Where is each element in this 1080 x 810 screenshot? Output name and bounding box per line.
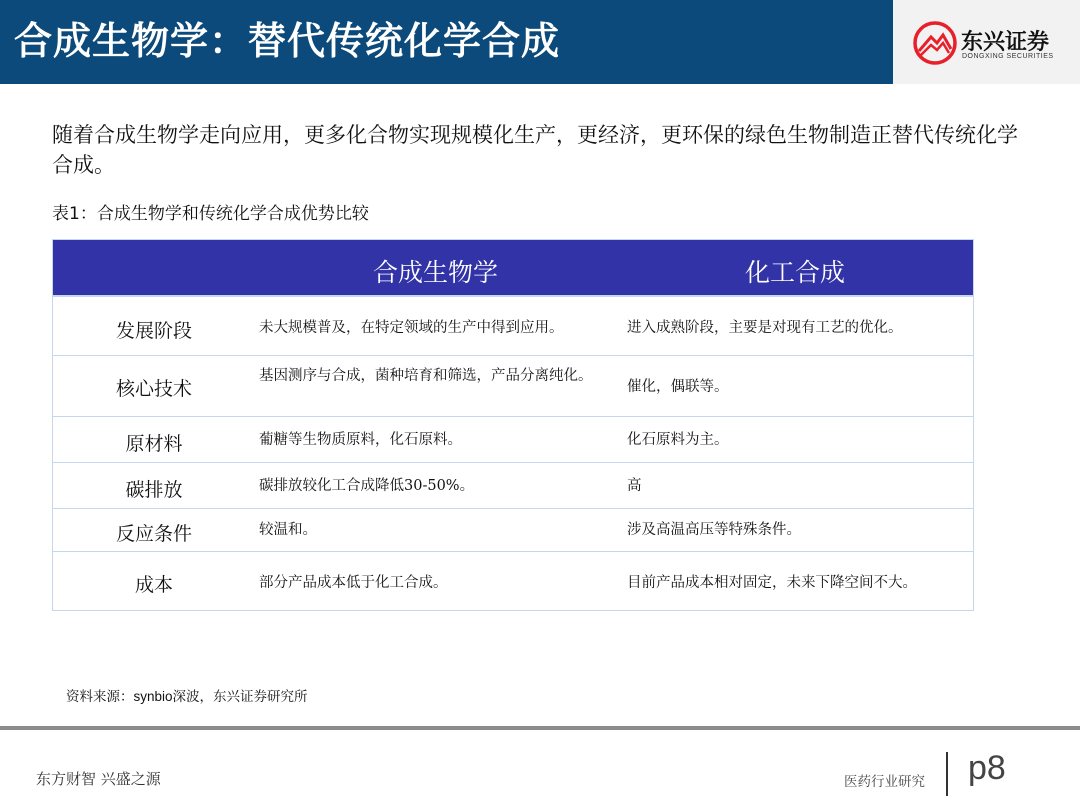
dongxing-logo-icon xyxy=(913,21,957,65)
column-header-synbio: 合成生物学 xyxy=(373,258,499,287)
cell-chemical: 高 xyxy=(627,478,642,494)
brand-logo xyxy=(893,0,1080,84)
footer-slogan: 东方财智 兴盛之源 xyxy=(36,770,161,788)
table-header-row xyxy=(53,240,973,296)
table-caption: 表1：合成生物学和传统化学合成优势比较 xyxy=(52,204,369,224)
page-title: 合成生物学：替代传统化学合成 xyxy=(14,19,561,63)
row-label: 发展阶段 xyxy=(115,320,192,342)
title-bar xyxy=(0,0,893,84)
footer-section: 医药行业研究 xyxy=(844,774,925,790)
table-row-carbon-emission xyxy=(53,462,973,508)
cell-synbio: 碳排放较化工合成降低30-50%。 xyxy=(259,478,475,494)
column-header-chemical: 化工合成 xyxy=(745,258,846,287)
source-note: 资料来源：synbio深波，东兴证券研究所 xyxy=(66,689,308,704)
row-label: 反应条件 xyxy=(115,523,192,545)
cell-chemical: 化石原料为主。 xyxy=(627,432,729,448)
row-label: 核心技术 xyxy=(115,378,192,400)
cell-synbio: 葡糖等生物质原料，化石原料。 xyxy=(259,432,462,448)
cell-chemical: 目前产品成本相对固定，未来下降空间不大。 xyxy=(627,575,917,591)
logo-subtitle: DONGXING SECURITIES xyxy=(962,53,1054,60)
row-label: 成本 xyxy=(134,574,173,596)
intro-paragraph: 随着合成生物学走向应用，更多化合物实现规模化生产，更经济，更环保的绿色生物制造正替代传统化学合成。 xyxy=(52,123,1018,177)
footer-separator xyxy=(946,752,948,796)
row-label: 原材料 xyxy=(125,433,183,455)
cell-chemical: 进入成熟阶段，主要是对现有工艺的优化。 xyxy=(627,320,903,336)
page-number: p8 xyxy=(968,749,1006,787)
cell-chemical: 催化，偶联等。 xyxy=(627,379,729,395)
table-row-reaction-conditions xyxy=(53,508,973,551)
row-label: 碳排放 xyxy=(125,479,183,501)
comparison-table xyxy=(52,239,974,611)
cell-synbio: 基因测序与合成，菌种培育和筛选，产品分离纯化。 xyxy=(259,368,593,384)
cell-chemical: 涉及高温高压等特殊条件。 xyxy=(627,522,801,538)
cell-synbio: 未大规模普及，在特定领域的生产中得到应用。 xyxy=(259,320,564,336)
cell-synbio: 部分产品成本低于化工合成。 xyxy=(259,575,448,591)
table-row-core-technology xyxy=(53,355,973,416)
table-row-raw-materials xyxy=(53,416,973,462)
table-row-cost xyxy=(53,551,973,610)
logo-name: 东兴证券 xyxy=(961,30,1050,55)
cell-synbio: 较温和。 xyxy=(259,522,317,538)
table-row-development-stage xyxy=(53,296,973,355)
footer-divider xyxy=(0,726,1080,730)
